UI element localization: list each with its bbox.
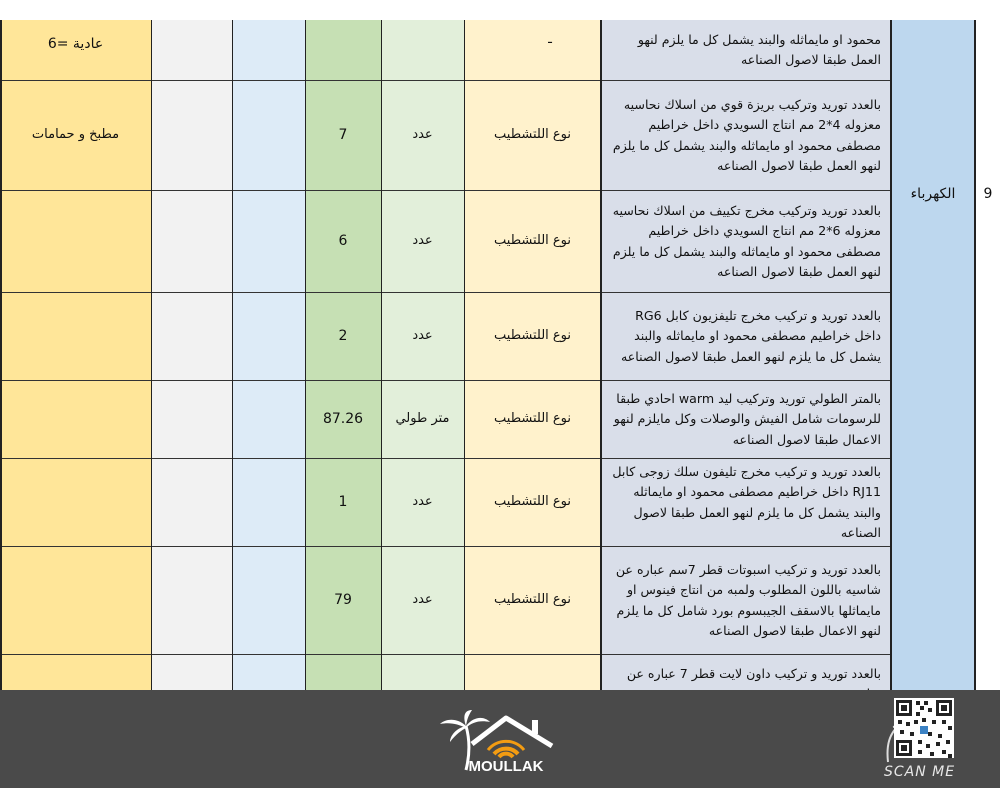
row-divider xyxy=(0,654,891,655)
item-quantity: 6 xyxy=(338,232,348,249)
item-description: بالعدد توريد وتركيب مخرج تكييف من اسلاك نحاسيه معزوله 6*2 مم انتاج السويدي داخل خراطيم مصطفى محمود او مايماثله والبند يشمل كل ما يلزم لنهو العمل طبقا لاصول الصناعه xyxy=(612,202,881,279)
item-quantity: 1 xyxy=(338,493,348,510)
item-quantity: 87.26 xyxy=(322,410,364,427)
item-unit: عدد xyxy=(412,233,433,249)
category-column xyxy=(891,0,975,690)
item-type: نوع اللتشطيب xyxy=(494,592,571,608)
grid-line xyxy=(232,0,233,690)
item-description: بالمتر الطولي توريد وتركيب ليد warm احادي طبقا للرسومات شامل الفيش والوصلات وكل مايلزم لنهو الاعمال طبقا لاصول الصناعه xyxy=(613,390,881,447)
item-notes xyxy=(0,293,151,380)
item-description: بالعدد توريد و تركيب اسبوتات قطر 7سم عباره عن شاسيه باللون المطلوب ولمبه من انتاج فينوس او مايماثلها بالاسقف الجيبسوم بورد شامل كل ما يلزم لنهو الاعمال طبقا لاصول الصناعه xyxy=(615,561,881,638)
partial-row-description: بالعدد توريد و تركيب داون لايت قطر 7 عباره عن xyxy=(626,666,881,681)
item-quantity: 79 xyxy=(334,591,352,608)
grid-line xyxy=(974,0,976,690)
item-notes xyxy=(0,459,151,546)
top-row-notes: عادية =6 xyxy=(47,36,104,53)
item-description: بالعدد توريد وتركيب بريزة قوي من اسلاك نحاسيه معزوله 4*2 مم انتاج السويدي داخل خراطيم مصطفى محمود او مايماثله والبند يشمل كل ما يلزم لنهو العمل طبقا لاصول الصناعه xyxy=(612,96,881,173)
item-type: نوع اللتشطيب xyxy=(494,494,571,510)
item-type: نوع اللتشطيب xyxy=(494,328,571,344)
item-notes xyxy=(0,381,151,458)
number-column xyxy=(975,0,1000,690)
item-notes xyxy=(0,191,151,292)
category-name: الكهرباء xyxy=(910,186,956,203)
item-type: نوع اللتشطيب xyxy=(494,127,571,143)
page-top-margin xyxy=(0,0,1000,20)
item-quantity: 7 xyxy=(338,126,348,143)
gray-column xyxy=(151,0,232,690)
item-type: نوع اللتشطيب xyxy=(494,411,571,427)
item-unit: عدد xyxy=(412,592,433,608)
item-unit: عدد xyxy=(412,127,433,143)
item-quantity: 2 xyxy=(338,327,348,344)
brand-name: MOULLAK xyxy=(468,758,544,775)
item-unit: متر طولي xyxy=(395,411,450,427)
item-unit: عدد xyxy=(412,328,433,344)
blue-column xyxy=(232,0,305,690)
item-notes: مطبخ و حمامات xyxy=(31,127,120,143)
item-description: بالعدد توريد و تركيب مخرج تليفون سلك زوجى كابل RJ11 داخل خراطيم مصطفى محمود او مايماثله والبند يشمل كل ما يلزم لنهو العمل طبقا لاصول الصناعه xyxy=(612,463,881,540)
item-type: نوع اللتشطيب xyxy=(494,233,571,249)
item-description: بالعدد توريد و تركيب مخرج تليفزيون كابل RG6 داخل خراطيم مصطفى محمود او مايماثله والبند يشمل كل ما يلزم لنهو العمل طبقا لاصول الصناعه xyxy=(620,307,881,364)
top-row-description: محمود او مايماثله والبند يشمل كل ما يلزم لنهو العمل طبقا لاصول الصناعه xyxy=(637,31,881,67)
qr-code-icon[interactable] xyxy=(884,696,956,770)
house-palm-wifi-icon xyxy=(436,710,570,776)
scan-me-label: SCAN ME xyxy=(884,764,956,780)
item-notes xyxy=(0,547,151,654)
category-number: 9 xyxy=(983,186,993,203)
grid-line xyxy=(151,0,152,690)
item-unit: عدد xyxy=(412,494,433,510)
top-row-type-fragment: ـ xyxy=(548,31,552,47)
